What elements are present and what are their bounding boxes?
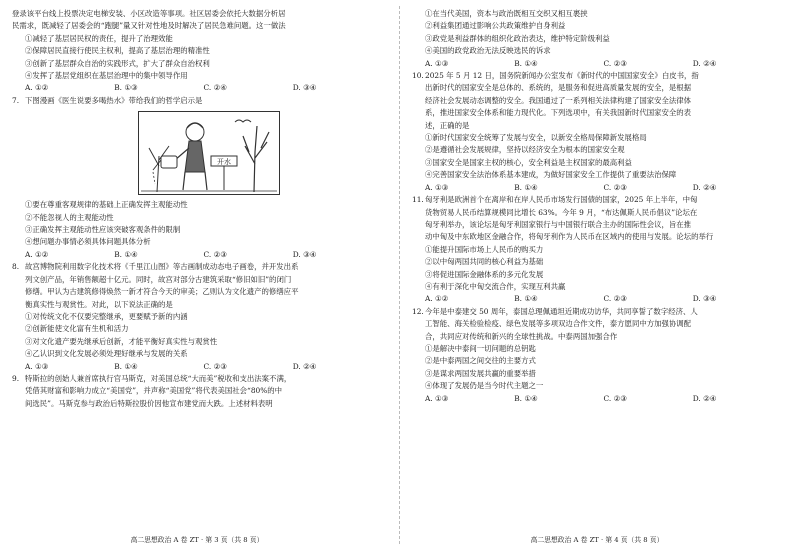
option: ④乙认识到文化发展必须处理好继承与发展的关系	[25, 349, 188, 359]
intro-line: 登录该平台线上投票决定电梯安装、小区改造等事项。社区居委会依托大数据分析居	[12, 9, 286, 18]
page-footer: 高二思想政治 A 卷 ZT · 第 4 页（共 8 页）	[530, 535, 664, 544]
stem-line: 出新时代的国家安全是总体的、系统的，是服务和促进高质量发展的安全，是根据	[425, 83, 692, 93]
choice: B. ①④	[114, 361, 138, 371]
answer-choices	[412, 393, 782, 405]
choice: C. ②④	[203, 83, 227, 93]
intro-line: 民需求，既减轻了居委会的“跑腿”量又针对性地及时解决了居民急难问题。这一做法	[12, 21, 286, 31]
question-stem: 匈牙利是欧洲首个在离岸和在岸人民币市场发行国债的国家，2025 年上半年，中匈	[425, 195, 698, 205]
choice: D. ②④	[692, 182, 717, 192]
question-number: 8.	[12, 262, 20, 272]
choice: A. ①②	[25, 83, 49, 93]
option: ③对文化遗产要先继承后创新，才能平衡好真实性与观赏性	[25, 336, 218, 346]
option: ④体现了发展仍是当今时代主题之一	[425, 381, 544, 391]
stem-line: 经济社会发展动态调整的安全。我国通过了一系列相关法律构建了国家安全法律体	[425, 95, 692, 105]
option: ①能提升国际市场上人民币的购买力	[425, 244, 544, 254]
option: ②是中泰两国之间交往的主要方式	[425, 356, 536, 366]
choice: C. ②③	[603, 182, 627, 192]
choice: D. ②④	[292, 361, 317, 371]
stem-line: 列文创产品，年销售额超十亿元。同时，故宫对部分古建筑采取“修旧如旧”的闭门	[25, 274, 292, 284]
stem-line: 动中匈及中东欧地区金融合作，将匈牙利作为人民币在区域内的使用与发展。论坛的举行	[425, 232, 714, 242]
option: ①减轻了基层居民权的责任，提升了治理效能	[25, 33, 173, 43]
choice: D. ③④	[692, 294, 717, 304]
question-stem: 今年是中泰建交 50 周年，泰国总理佩通坦近期成功访华，共同享誓了数字经济、人	[425, 306, 698, 316]
option: ①在当代美国，资本与政治既相互交织又相互裹挟	[425, 9, 588, 18]
option: ④想问题办事情必须具体问题具体分析	[25, 237, 151, 247]
answer-choices	[412, 58, 782, 70]
option: ③是谋求两国发展共赢的重要举措	[425, 368, 536, 378]
option: ④完善国家安全法治体系基本建成，为做好国家安全工作提供了重要法治保障	[425, 170, 677, 180]
choice: C. ②③	[203, 249, 227, 259]
choice: B. ①④	[514, 393, 538, 403]
option: ②是遵循社会发展规律，坚持以经济安全为根本的国家安全观	[425, 145, 625, 155]
stem-line: 间选民”。马斯克参与政治后特斯拉股价因他宣布建党而大跌。上述材料表明	[25, 398, 273, 408]
answer-choices	[12, 361, 382, 373]
question-11	[412, 194, 782, 206]
option: ③政党是利益群体的组织化政治表达，维护特定阶级利益	[425, 33, 610, 43]
stem-line: 系，推进国家安全体系和能力现代化。下列选项中，有关我国新时代国家安全的表	[425, 108, 692, 118]
choice: C. ②③	[603, 393, 627, 403]
answer-choices	[412, 293, 782, 305]
question-number: 7.	[12, 95, 20, 105]
question-stem: 故宫博物院利用数字化技术将《千里江山图》等古画制成动态电子画卷，并开发出系	[25, 262, 299, 272]
option: ④发挥了基层党组织在基层治理中的集中领导作用	[25, 71, 188, 81]
choice: D. ②④	[692, 393, 717, 403]
question-number: 9.	[12, 373, 20, 383]
question-stem: 下图漫画《医生说要多喝热水》带给我们的哲学启示是	[25, 95, 203, 105]
choice: A. ①③	[425, 393, 449, 403]
question-8	[12, 261, 382, 273]
stem-line: 衡真实性与观赏性。对此，以下说法正确的是	[25, 299, 173, 309]
question-number: 12.	[412, 306, 424, 316]
option: ④有利于深化中匈交流合作，实现互利共赢	[425, 281, 566, 291]
option: ②以中匈两国共同的核心利益为基础	[425, 257, 544, 267]
answer-choices	[12, 82, 382, 94]
question-stem: 2025 年 5 月 12 日，国务院新闻办公室发布《新时代的中国国家安全》白皮书，指	[425, 71, 699, 81]
option: ②不能忽视人的主观能动性	[25, 212, 114, 222]
choice: D. ③④	[292, 83, 317, 93]
right-column	[412, 8, 782, 405]
choice: B. ①③	[114, 83, 138, 93]
option: ④美国的政党政治无法反映选民的诉求	[425, 46, 551, 56]
stem-line: 匈牙利举办，该论坛是匈牙利国家银行与中国银行联合主办的国际性会议，旨在推	[425, 219, 692, 229]
answer-choices	[412, 182, 782, 194]
choice: A. ①②	[25, 249, 49, 259]
choice: A. ①②	[425, 294, 449, 304]
question-number: 10.	[412, 71, 424, 81]
question-10	[412, 70, 782, 82]
cartoon-drawing	[139, 112, 279, 194]
choice: A. ①③	[425, 182, 449, 192]
option: ①是解决中泰间一切问题的总钥匙	[425, 343, 536, 353]
choice: C. ②③	[603, 294, 627, 304]
question-9	[12, 373, 382, 385]
option: ③将促进国际金融体系的多元化发展	[425, 269, 544, 279]
option: ③正确发挥主观能动性应该突破客观条件的限制	[25, 225, 181, 235]
choice: A. ①③	[425, 58, 449, 68]
option: ③创新了基层群众自治的实践形式，扩大了群众自治权利	[25, 58, 210, 68]
option: ①对传统文化不仅要完整继承，更要赋予新的内涵	[25, 311, 188, 321]
stem-line: 修缮。甲认为古建筑修得焕然一新才符合今天的审美；乙则认为文化遗产的修缮应平	[25, 287, 299, 297]
choice: B. ①④	[514, 182, 538, 192]
stem-line: 工智能、海关检验检疫、绿色发展等多项双边合作文件，泰方愿同中方加强协调配	[425, 319, 692, 329]
stem-line: 货物贸易人民币结算规模同比增长 63%。今年 9 月，“布达佩斯人民币倡议”论坛在	[425, 207, 698, 217]
cartoon-sign-text: 开水	[217, 158, 231, 167]
choice: B. ①④	[114, 249, 138, 259]
choice: C. ②③	[603, 58, 627, 68]
choice: D. ②④	[692, 58, 717, 68]
choice: D. ③④	[292, 249, 317, 259]
stem-line: 述，正确的是	[425, 120, 470, 130]
option: ③国家安全是国家主权的核心，安全利益是主权国家的最高利益	[425, 157, 632, 167]
question-stem: 特斯拉的创始人兼首席执行官马斯克，对美国总统“大而美”税收和支出法案不满，	[25, 373, 292, 383]
choice: A. ①③	[25, 361, 49, 371]
page-footer: 高二思想政治 A 卷 ZT · 第 3 页（共 8 页）	[130, 535, 264, 544]
option: ①新时代国家安全统筹了发展与安全，以新安全格局保障新发展格局	[425, 133, 647, 143]
question-7	[12, 95, 382, 107]
option: ①要在尊重客观规律的基础上正确发挥主观能动性	[25, 200, 188, 210]
stem-line: 合，共同应对传统和新兴的全球性挑战。中泰两国加强合作	[425, 331, 618, 341]
stem-line: 凭借其财富和影响力成立“美国党”，并声称“美国党”将代表美国社会“80%的中	[25, 386, 283, 396]
answer-choices	[12, 249, 382, 261]
choice: B. ①④	[514, 58, 538, 68]
column-divider	[399, 6, 400, 544]
option: ②保障居民直接行使民主权利，提高了基层治理的精准性	[25, 46, 210, 56]
option: ②利益集团通过影响公共政策维护自身利益	[425, 21, 566, 31]
question-12	[412, 306, 782, 318]
cartoon-image	[138, 111, 280, 195]
choice: B. ①④	[514, 294, 538, 304]
choice: C. ②③	[203, 361, 227, 371]
question-number: 11.	[412, 195, 424, 205]
left-column	[12, 8, 382, 410]
option: ②创新能使文化富有生机和活力	[25, 324, 129, 334]
